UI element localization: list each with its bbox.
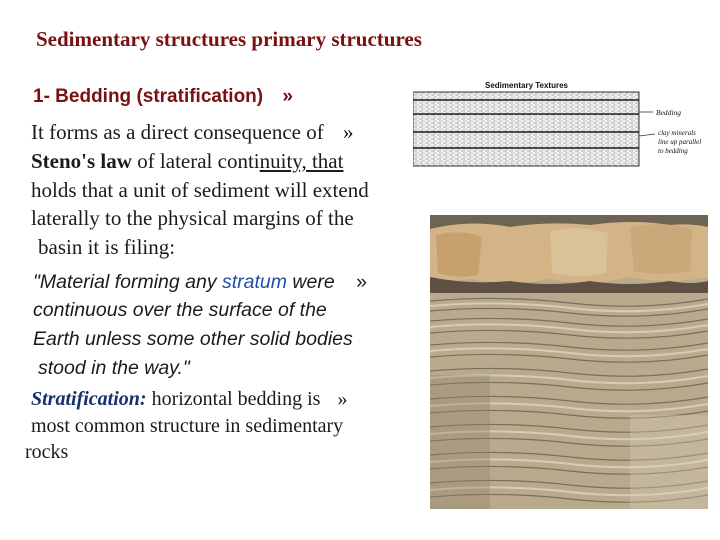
- quote-line1-text-a: "Material forming any: [33, 271, 222, 293]
- quote-line3: Earth unless some other solid bodies: [33, 328, 353, 350]
- pointer-line: [639, 134, 655, 136]
- clay-label-2: line up parallel: [658, 138, 702, 146]
- para2-line3: rocks: [25, 441, 69, 463]
- stenos-law-text: Steno's law: [31, 149, 132, 173]
- para2-line1: [31, 388, 347, 411]
- bedding-label: Bedding: [656, 108, 681, 117]
- quote-line2: continuous over the surface of the: [33, 299, 327, 321]
- clay-label-3: to bedding: [658, 147, 688, 155]
- para1-line3: holds that a unit of sediment will extend: [31, 178, 369, 202]
- para1-line1-text: It forms as a direct consequence of: [31, 120, 324, 144]
- quote-line1: [33, 271, 367, 294]
- para2-line2: most common structure in sedimentary: [31, 415, 344, 437]
- stratified-rock-photo: [430, 215, 708, 509]
- strata-block: [413, 92, 639, 166]
- quote-line4: stood in the way.": [38, 357, 190, 379]
- clay-label-1: clay minerals: [658, 129, 696, 137]
- diagram-title: Sedimentary Textures: [485, 81, 568, 90]
- sedimentary-textures-diagram: [413, 78, 715, 168]
- bedding-diagram-svg: [413, 78, 715, 168]
- stratum-link[interactable]: stratum: [222, 271, 288, 293]
- slide-title: Sedimentary structures primary structures: [36, 27, 422, 51]
- quote-line1-text-b: were: [287, 271, 335, 293]
- heading-bullet: »: [282, 86, 293, 107]
- heading-text: 1- Bedding (stratification): [33, 86, 264, 107]
- rock-layers-illustration: [430, 215, 708, 509]
- para2-line1-text: horizontal bedding is: [146, 388, 321, 410]
- stratification-label: Stratification:: [31, 388, 147, 410]
- para1-bullet: »: [342, 120, 354, 144]
- para1-line2: [31, 149, 343, 174]
- para1-line4: laterally to the physical margins of the: [31, 206, 354, 230]
- para1-line5: basin it is filing:: [38, 235, 176, 259]
- para1-line2-text: of lateral conti: [131, 149, 260, 173]
- quote-bullet: »: [356, 271, 367, 293]
- section-heading: [33, 86, 293, 108]
- para2-bullet: »: [337, 388, 348, 410]
- para1-line2-underlined: nuity, that: [259, 149, 344, 173]
- para1-line1: [31, 120, 353, 145]
